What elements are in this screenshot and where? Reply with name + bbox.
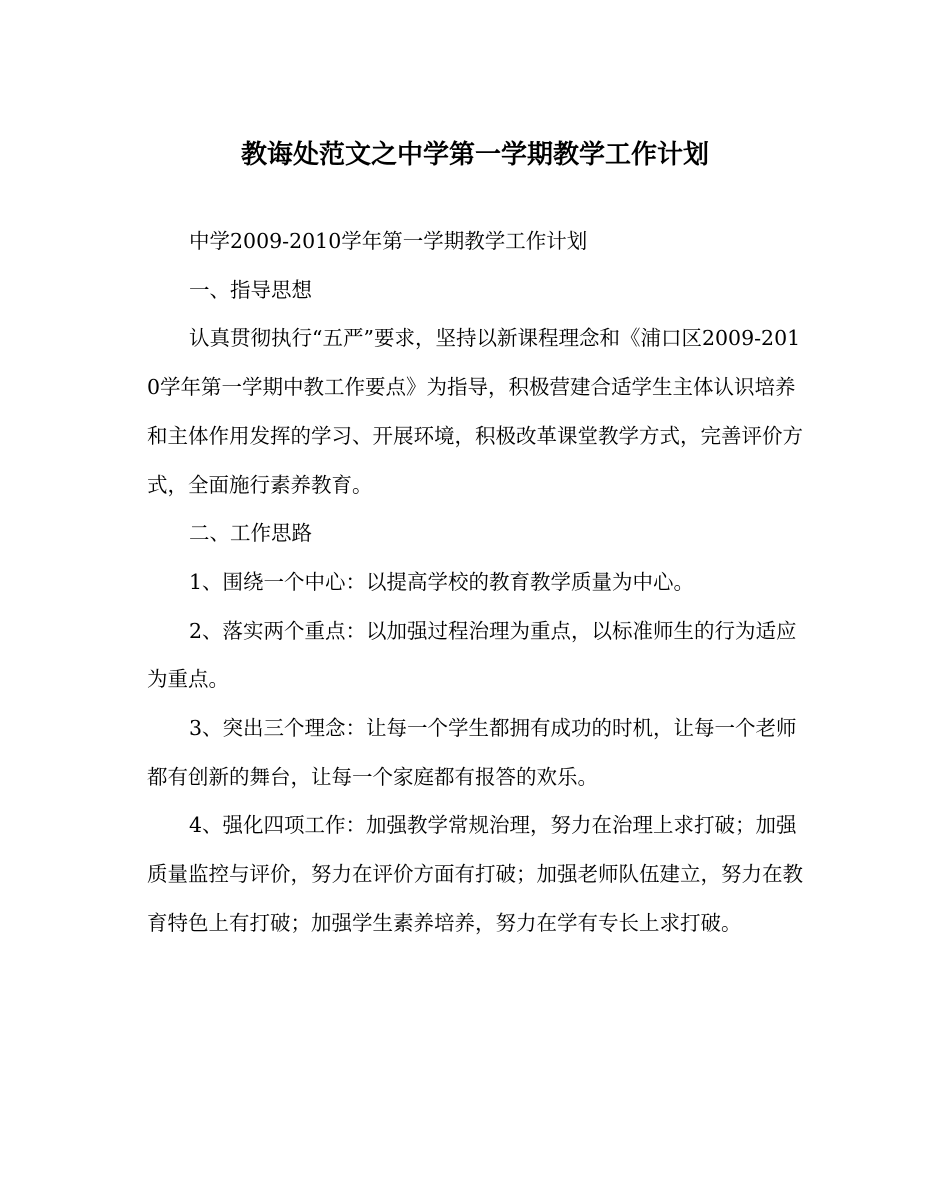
document-body [147, 217, 807, 948]
work-item-2: 2、落实两个重点：以加强过程治理为重点，以标准师生的行为适应为重点。 [147, 618, 797, 692]
section-heading-work-approach: 二、工作思路 [189, 521, 312, 546]
plan-subtitle: 中学2009-2010学年第一学期教学工作计划 [189, 229, 588, 253]
work-item-1: 1、围绕一个中心：以提高学校的教育教学质量为中心。 [189, 569, 695, 594]
work-item-3: 3、突出三个理念：让每一个学生都拥有成功的时机，让每一个老师都有创新的舞台，让每一个家庭都有报答的欢乐。 [147, 716, 797, 789]
work-item-4: 4、强化四项工作：加强教学常规治理，努力在治理上求打破；加强质量监控与评价，努力在评价方面有打破；加强老师队伍建立，努力在教育特色上有打破；加强学生素养培养，努力在学有专长上求打破。 [147, 813, 803, 935]
document-title: 教诲处范文之中学第一学期教学工作计划 [240, 140, 709, 170]
guiding-ideology-paragraph: 认真贯彻执行“五严”要求，坚持以新课程理念和《浦口区2009-2010学年第一学期中教工作要点》为指导，积极营建合适学生主体认识培养和主体作用发挥的学习、开展环境，积极改革课堂教学方式，完善评价方式，全面施行素养教育。 [147, 326, 803, 497]
section-heading-guiding-ideology: 一、指导思想 [189, 277, 312, 302]
